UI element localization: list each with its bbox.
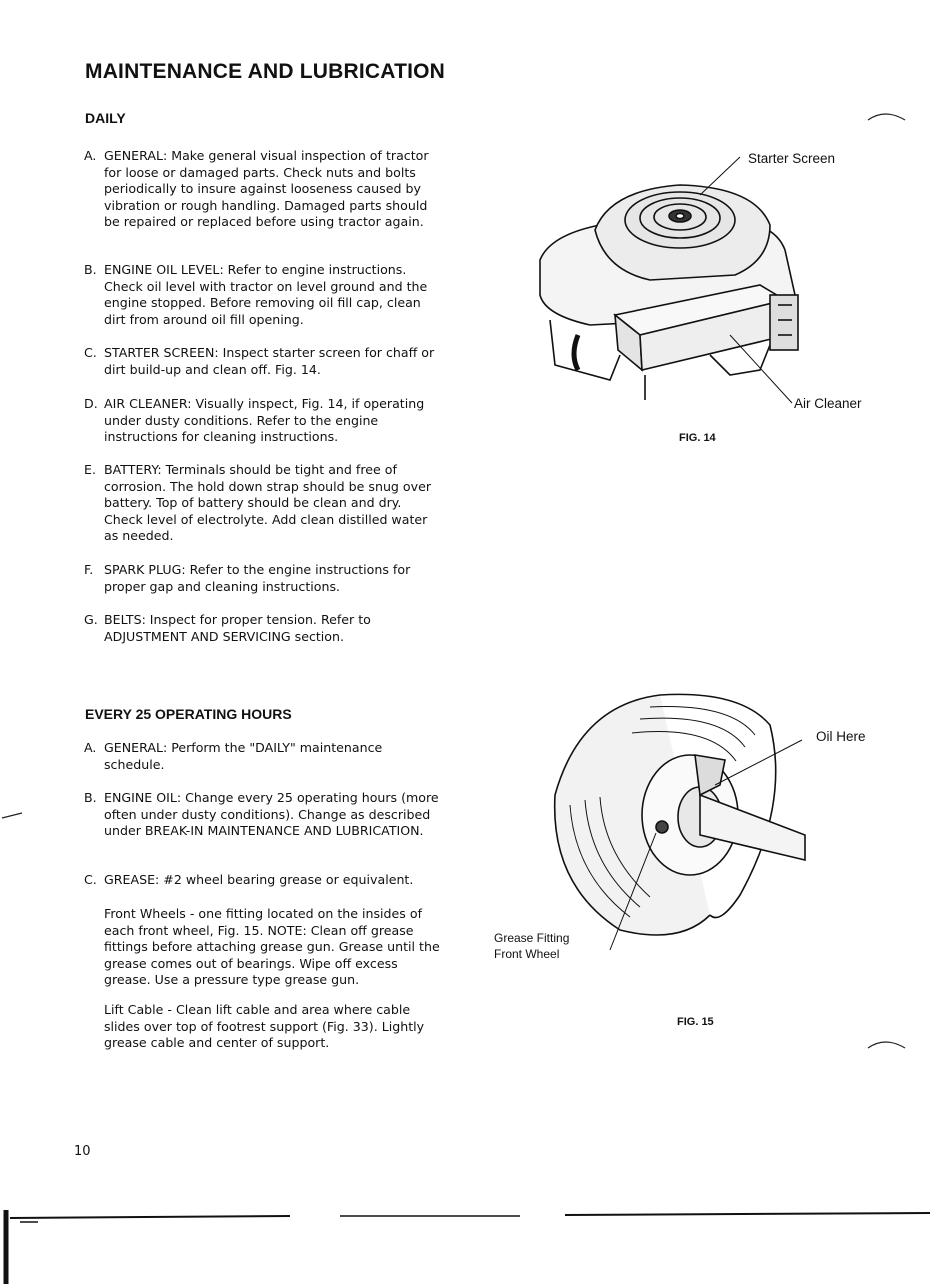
item-letter: A. bbox=[84, 148, 97, 163]
daily-heading: DAILY bbox=[85, 110, 126, 126]
fig-15-label: FIG. 15 bbox=[677, 1016, 714, 1028]
item-letter: E. bbox=[84, 462, 96, 477]
every-25-heading: EVERY 25 OPERATING HOURS bbox=[85, 706, 292, 722]
starter-screen-callout: Starter Screen bbox=[748, 151, 836, 166]
air-cleaner-callout: Air Cleaner bbox=[794, 396, 862, 411]
item-letter: G. bbox=[84, 612, 98, 627]
item-text: ENGINE OIL LEVEL: Refer to engine instructions. Check oil level with tractor on level ground and the engine stopped. Before removing oil fill cap, clean dirt from around oil fill opening. bbox=[104, 262, 428, 327]
item-letter: A. bbox=[84, 740, 97, 755]
item-text: ENGINE OIL: Change every 25 operating hours (more often under dusty conditions). Change as described under BREAK-IN MAINTENANCE AND LUBRICATION. bbox=[104, 790, 439, 839]
grease-fitting-line1: Grease Fitting bbox=[494, 931, 570, 945]
item-text: STARTER SCREEN: Inspect starter screen for chaff or dirt build-up and clean off. Fig. 14. bbox=[104, 345, 435, 377]
item-letter: B. bbox=[84, 790, 97, 805]
page-title: MAINTENANCE AND LUBRICATION bbox=[85, 60, 446, 83]
item-letter: F. bbox=[84, 562, 94, 577]
item-text: GREASE: #2 wheel bearing grease or equivalent. bbox=[104, 872, 414, 887]
page-number: 10 bbox=[74, 1144, 91, 1159]
lift-cable-text: Lift Cable - Clean lift cable and area where cable slides over top of footrest support (Fig. 33). Lightly grease cable and center of support. bbox=[104, 1002, 425, 1051]
item-letter: B. bbox=[84, 262, 97, 277]
oil-here-callout: Oil Here bbox=[816, 729, 866, 744]
item-text: BELTS: Inspect for proper tension. Refer to ADJUSTMENT AND SERVICING section. bbox=[104, 612, 371, 644]
front-wheels-text: Front Wheels - one fitting located on the insides of each front wheel, Fig. 15. NOTE: Clean off grease fittings before attaching grease gun. Grease until the grease comes out of bearings. Wipe off excess grease. Use a pressure type grease gun. bbox=[104, 906, 440, 988]
fig-14-label: FIG. 14 bbox=[679, 432, 716, 444]
item-text: GENERAL: Make general visual inspection of tractor for loose or damaged parts. Check nuts and bolts periodically to insure against looseness caused by vibration or rough handling. Damaged parts should be repaired or replaced before using tractor again. bbox=[104, 148, 429, 230]
item-text: SPARK PLUG: Refer to the engine instructions for proper gap and cleaning instructions. bbox=[104, 562, 411, 594]
item-text: BATTERY: Terminals should be tight and free of corrosion. The hold down strap should be snug over battery. Top of battery should be clean and dry. Check level of electrolyte. Add clean distilled water as needed. bbox=[104, 462, 432, 544]
item-letter: C. bbox=[84, 872, 97, 887]
grease-fitting-line2: Front Wheel bbox=[494, 947, 560, 961]
item-text: GENERAL: Perform the "DAILY" maintenance schedule. bbox=[104, 740, 383, 772]
item-letter: C. bbox=[84, 345, 97, 360]
item-text: AIR CLEANER: Visually inspect, Fig. 14, if operating under dusty conditions. Refer to the engine instructions for cleaning instructions. bbox=[104, 396, 425, 445]
item-letter: D. bbox=[84, 396, 98, 411]
